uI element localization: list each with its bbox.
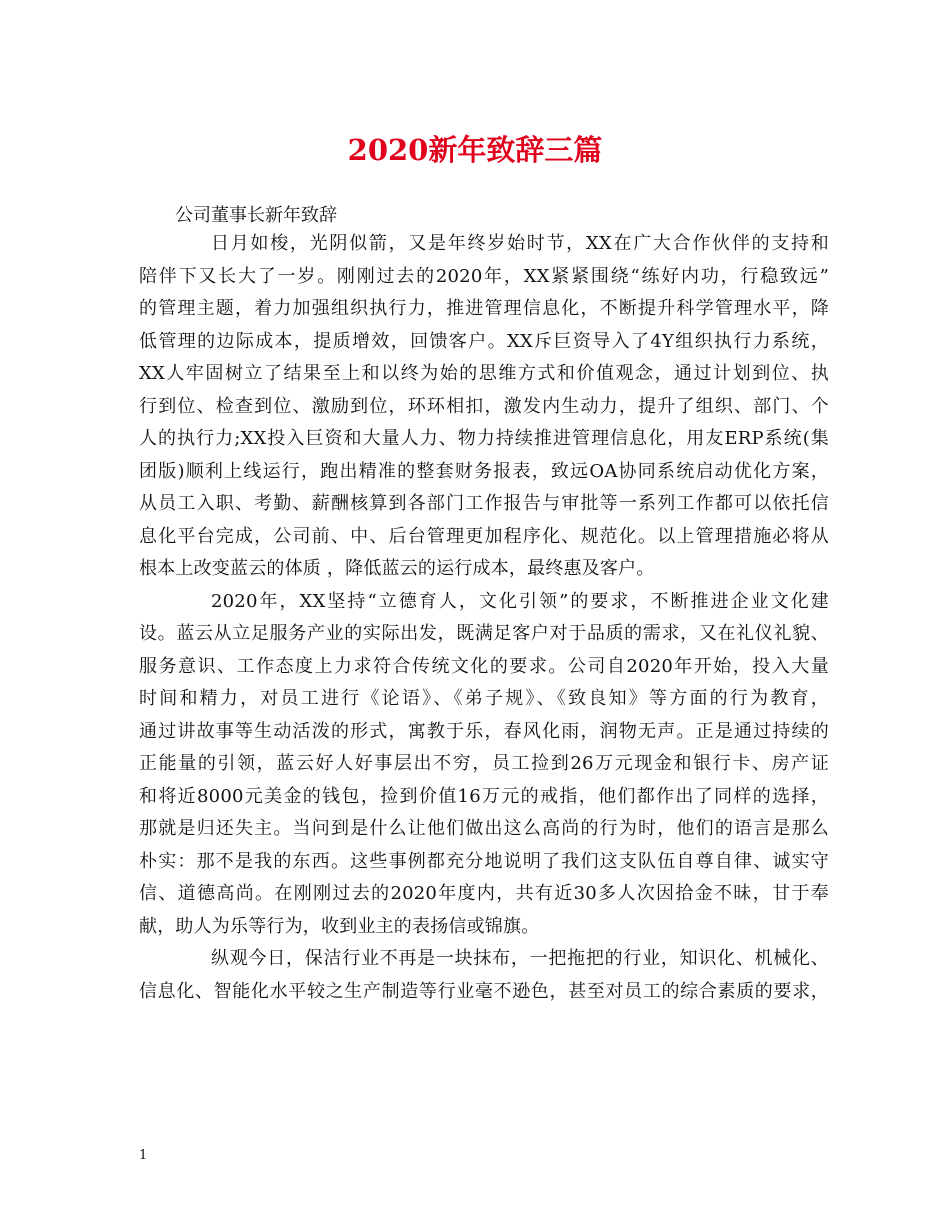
text-line: 人的执行力;XX投入巨资和大量人力、物力持续推进管理信息化，用友ERP系统(集 — [139, 428, 829, 449]
text-line: 那就是归还失主。当问到是什么让他们做出这么高尚的行为时，他们的语言是那么 — [139, 818, 829, 839]
text-line: 的管理主题，着力加强组织执行力，推进管理信息化，不断提升科学管理水平，降 — [139, 298, 829, 319]
document-body — [139, 228, 829, 1008]
text-line: 献，助人为乐等行为，收到业主的表扬信或锦旗。 — [139, 915, 540, 937]
text-line: 2020年，XX坚持“立德育人，文化引领”的要求，不断推进企业文化建 — [211, 590, 829, 612]
text-line: 从员工入职、考勤、薪酬核算到各部门工作报告与审批等一系列工作都可以依托信 — [139, 493, 829, 514]
text-line: 信、道德高尚。在刚刚过去的2020年度内，共有近30多人次因拾金不昧，甘于奉 — [139, 883, 829, 904]
text-line: 低管理的边际成本，提质增效，回馈客户。XX斥巨资导入了4Y组织执行力系统， — [139, 330, 829, 352]
text-line: 行到位、检查到位、激励到位，环环相扣，激发内生动力，提升了组织、部门、个 — [139, 395, 829, 417]
text-line: 纵观今日，保洁行业不再是一块抹布，一把拖把的行业，知识化、机械化、 — [211, 948, 829, 969]
text-line: 息化平台完成，公司前、中、后台管理更加程序化、规范化。以上管理措施必将从 — [139, 525, 829, 547]
text-line: 朴实：那不是我的东西。这些事例都充分地说明了我们这支队伍自尊自律、诚实守 — [139, 850, 829, 872]
paragraph-2 — [139, 586, 829, 944]
section-subtitle: 公司董事长新年致辞 — [175, 205, 337, 226]
text-line: 时间和精力，对员工进行《论语》、《弟子规》、《致良知》等方面的行为教育， — [139, 688, 829, 709]
text-line: 设。蓝云从立足服务产业的实际出发，既满足客户对于品质的需求，又在礼仪礼貌、 — [139, 623, 829, 644]
text-line: 日月如梭，光阴似箭，又是年终岁始时节，XX在广大合作伙伴的支持和 — [211, 233, 829, 254]
text-line: 正能量的引领，蓝云好人好事层出不穷，员工捡到26万元现金和银行卡、房产证 — [139, 753, 829, 774]
page-number: 1 — [139, 1148, 148, 1163]
text-line: 服务意识、工作态度上力求符合传统文化的要求。公司自2020年开始，投入大量 — [139, 655, 829, 677]
text-line: 信息化、智能化水平较之生产制造等行业毫不逊色，甚至对员工的综合素质的要求， — [139, 980, 829, 1002]
text-line: 和将近8000元美金的钱包，捡到价值16万元的戒指，他们都作出了同样的选择， — [139, 785, 829, 807]
paragraph-3 — [139, 943, 829, 1008]
text-line: 通过讲故事等生动活泼的形式，寓教于乐，春风化雨，润物无声。正是通过持续的 — [139, 720, 829, 742]
document-title: 2020新年致辞三篇 — [347, 133, 603, 167]
paragraph-1 — [139, 228, 829, 586]
text-line: 团版)顺利上线运行，跑出精准的整套财务报表，致远OA协同系统启动优化方案， — [139, 460, 829, 482]
text-line: 根本上改变蓝云的体质 ，降低蓝云的运行成本，最终惠及客户。 — [139, 558, 655, 579]
text-line: XX人牢固树立了结果至上和以终为始的思维方式和价值观念，通过计划到位、执 — [139, 363, 829, 384]
text-line: 陪伴下又长大了一岁。刚刚过去的2020年，XX紧紧围绕“练好内功，行稳致远” — [139, 265, 829, 287]
